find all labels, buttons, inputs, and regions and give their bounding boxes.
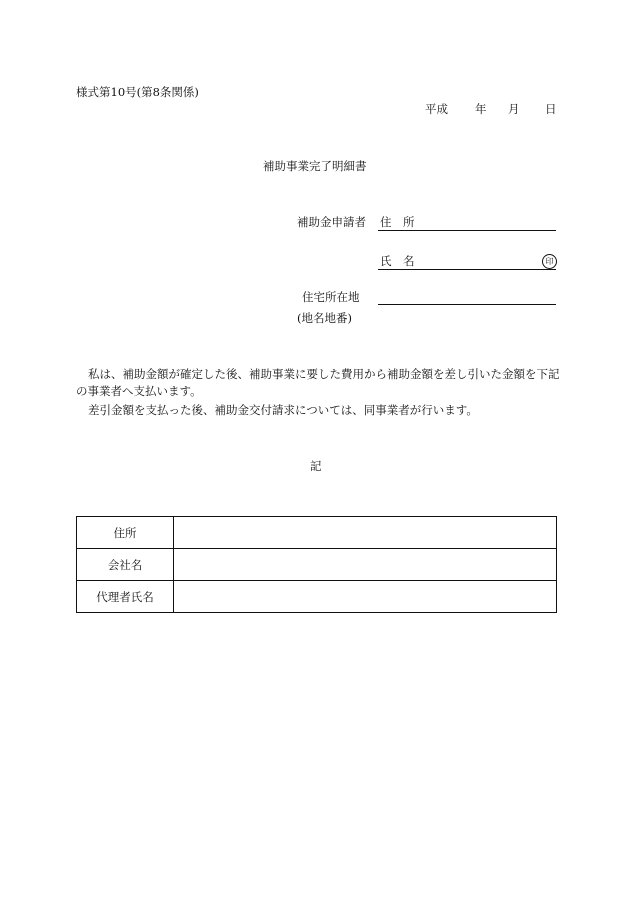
info-table xyxy=(76,516,557,613)
residence-sublabel: (地名地番) xyxy=(297,311,352,325)
form-number: 様式第10号(第8条関係) xyxy=(76,85,199,99)
date-year: 年 xyxy=(475,102,487,116)
table-row-address xyxy=(77,517,557,549)
table-row-agent xyxy=(77,581,557,613)
table-label-company: 会社名 xyxy=(77,549,174,581)
applicant-label: 補助金申請者 xyxy=(297,215,366,229)
date-month: 月 xyxy=(508,102,520,116)
body-paragraph-1: 私は、補助金額が確定した後、補助事業に要した費用から補助金額を差し引いた金額を下記の事業者へ支払います。 xyxy=(76,367,560,398)
date-day: 日 xyxy=(545,102,557,116)
table-label-address: 住所 xyxy=(77,517,174,549)
table-value-company xyxy=(174,549,557,581)
note-heading: 記 xyxy=(310,459,322,473)
table-row-company xyxy=(77,549,557,581)
table-label-agent: 代理者氏名 xyxy=(77,581,174,613)
residence-label: 住宅所在地 xyxy=(302,290,360,304)
address-label: 住 所 xyxy=(380,215,415,229)
address-line xyxy=(378,230,556,231)
date-era: 平成 xyxy=(425,102,448,116)
page-title: 補助事業完了明細書 xyxy=(263,159,367,173)
table-value-address xyxy=(174,517,557,549)
body-paragraph-2: 差引金額を支払った後、補助金交付請求については、同事業者が行います。 xyxy=(88,403,478,417)
table-value-agent xyxy=(174,581,557,613)
seal-mark: 印 xyxy=(542,254,557,269)
name-label: 氏 名 xyxy=(380,254,415,268)
name-line xyxy=(378,269,556,270)
residence-line xyxy=(378,304,556,305)
